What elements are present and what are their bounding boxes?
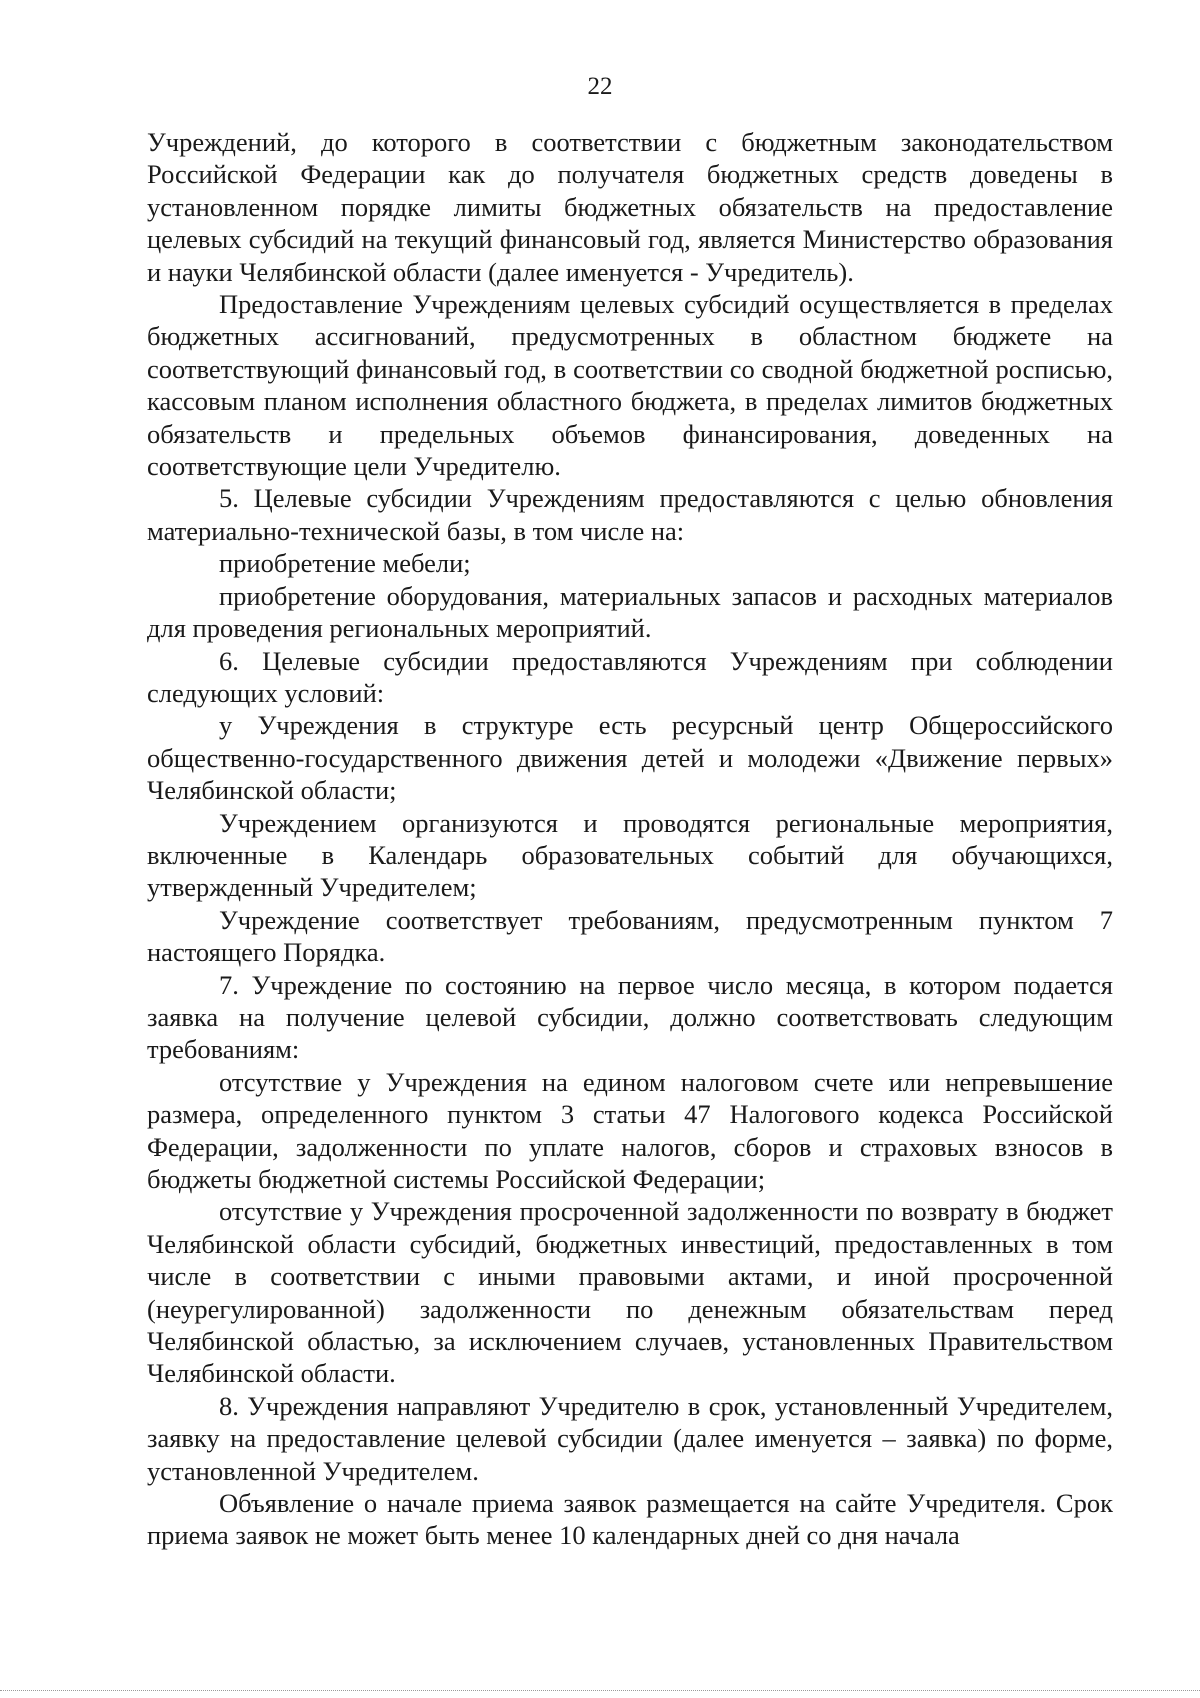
paragraph-resource-center: у Учреждения в структуре есть ресурсный центр Общероссийского общественно-государственного движения детей и молодежи «Движение первых» Челябинской области; <box>147 710 1113 806</box>
paragraph-continuation: Учреждений, до которого в соответствии с бюджетным законодательством Российской Федерации как до получателя бюджетных средств доведены в установленном порядке лимиты бюджетных обязательств на предоставление целевых субсидий на текущий финансовый год, является Министерство образования и науки Челябинской области (далее именуется - Учредитель). <box>147 127 1113 287</box>
paragraph-item-8: 8. Учреждения направляют Учредителю в срок, установленный Учредителем, заявку на предоставление целевой субсидии (далее именуется – заявка) по форме, установленной Учредителем. <box>147 1390 1113 1486</box>
page-number: 22 <box>587 73 613 100</box>
paragraph-requirements-ref: Учреждение соответствует требованиям, предусмотренным пунктом 7 настоящего Порядка. <box>147 904 1113 968</box>
paragraph-item-7: 7. Учреждение по состоянию на первое число месяца, в котором подается заявка на получение целевой субсидии, должно соответствовать следующим требованиям: <box>147 969 1113 1065</box>
scan-bottom-edge <box>0 1690 1200 1691</box>
paragraph-funding-limits: Предоставление Учреждениям целевых субсидий осуществляется в пределах бюджетных ассигнований, предусмотренных в областном бюджете на соответствующий финансовый год, в соответствии со сводной бюджетной росписью, кассовым планом исполнения областного бюджета, в пределах лимитов бюджетных обязательств и предельных объемов финансирования, доведенных на соответствующие цели Учредителю. <box>147 289 1113 482</box>
paragraph-tax-debt: отсутствие у Учреждения на едином налоговом счете или непревышение размера, определенного пунктом 3 статьи 47 Налогового кодекса Российской Федерации, задолженности по уплате налогов, сборов и страховых взносов в бюджеты бюджетной системы Российской Федерации; <box>147 1066 1113 1194</box>
paragraph-events: Учреждением организуются и проводятся региональные мероприятия, включенные в Календарь образовательных событий для обучающихся, утвержденный Учредителем; <box>147 807 1113 903</box>
paragraph-furniture: приобретение мебели; <box>219 548 471 579</box>
document-body <box>147 126 1113 1552</box>
paragraph-equipment: приобретение оборудования, материальных запасов и расходных материалов для проведения региональных мероприятий. <box>147 580 1113 644</box>
paragraph-overdue-debt: отсутствие у Учреждения просроченной задолженности по возврату в бюджет Челябинской области субсидий, бюджетных инвестиций, предоставленных в том числе в соответствии с иными правовыми актами, и иной просроченной (неурегулированной) задолженности по денежным обязательствам перед Челябинской областью, за исключением случаев, установленных Правительством Челябинской области. <box>147 1196 1113 1389</box>
paragraph-item-6: 6. Целевые субсидии предоставляются Учреждениям при соблюдении следующих условий: <box>147 645 1113 708</box>
paragraph-announcement: Объявление о начале приема заявок размещается на сайте Учредителя. Срок приема заявок не может быть менее 10 календарных дней со дня начала <box>147 1488 1113 1551</box>
paragraph-item-5: 5. Целевые субсидии Учреждениям предоставляются с целью обновления материально-технической базы, в том числе на: <box>147 483 1113 546</box>
